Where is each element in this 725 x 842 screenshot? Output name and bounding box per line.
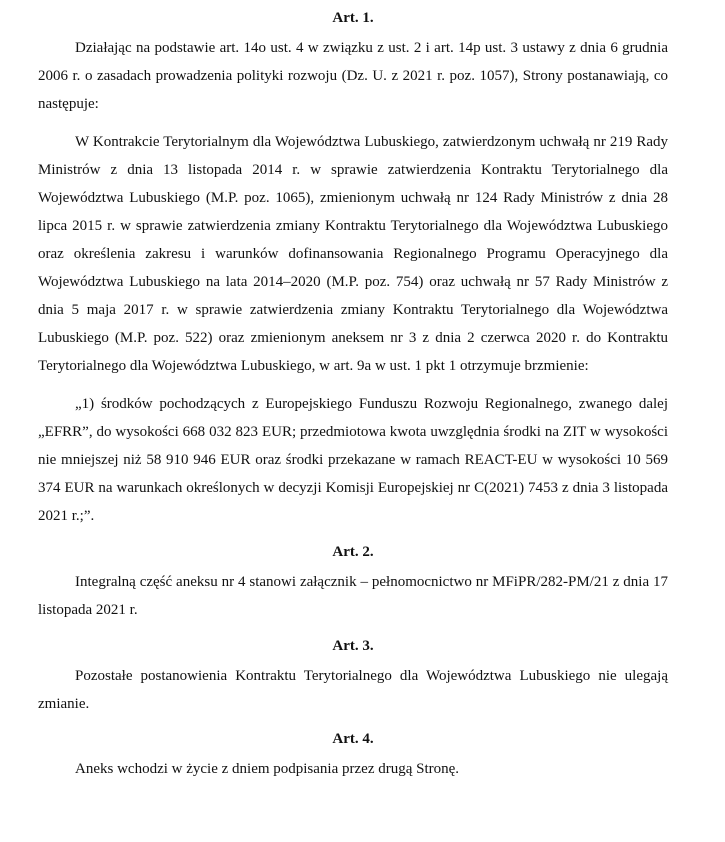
article-3-text: Pozostałe postanowienia Kontraktu Terytorialnego dla Województwa Lubuskiego nie ulegają zmianie. [38, 668, 668, 712]
article-1-body: W Kontrakcie Terytorialnym dla Województwa Lubuskiego, zatwierdzonym uchwałą nr 219 Rady Ministrów z dnia 13 listopada 2014 r. w sprawie zatwierdzenia Kontraktu Terytorialnego dla Województwa Lubuskiego (M.P. poz. 1065), zmienionym uchwałą nr 124 Rady Ministrów z dnia 28 lipca 2015 r. w sprawie zatwierdzenia zmiany Kontraktu Terytorialnego dla Województwa Lubuskiego oraz określenia zakresu i warunków dofinansowania Regionalnego Programu Operacyjnego dla Województwa Lubuskiego na lata 2014–2020 (M.P. poz. 754) oraz uchwałą nr 57 Rady Ministrów z dnia 5 maja 2017 r. w sprawie zatwierdzenia zmiany Kontraktu Terytorialnego dla Województwa Lubuskiego (M.P. poz. 522) oraz zmienionym aneksem nr 3 z dnia 2 czerwca 2020 r. do Kontraktu Terytorialnego dla Województwa Lubuskiego, w art. 9a w ust. 1 pkt 1 otrzymuje brzmienie: [38, 134, 668, 374]
article-1-quote: „1) środków pochodzących z Europejskiego Funduszu Rozwoju Regionalnego, zwanego dalej „EFRR”, do wysokości 668 032 823 EUR; przedmiotowa kwota uwzględnia środki na ZIT w wysokości nie mniejszej niż 58 910 946 EUR oraz środki przekazane w ramach REACT-EU w wysokości 10 569 374 EUR na warunkach określonych w decyzji Komisji Europejskiej nr C(2021) 7453 z dnia 3 listopada 2021 r.;”. [38, 396, 668, 524]
article-1-intro: Działając na podstawie art. 14o ust. 4 w związku z ust. 2 i art. 14p ust. 3 ustawy z dnia 6 grudnia 2006 r. o zasadach prowadzenia polityki rozwoju (Dz. U. z 2021 r. poz. 1057), Strony postanawiają, co następuje: [38, 40, 668, 112]
article-1-heading: Art. 1. [332, 10, 374, 26]
article-2-heading: Art. 2. [332, 544, 374, 560]
article-3-heading: Art. 3. [332, 638, 374, 654]
document-page [38, 0, 668, 783]
article-4-heading: Art. 4. [332, 731, 374, 747]
article-2-text: Integralną część aneksu nr 4 stanowi załącznik – pełnomocnictwo nr MFiPR/282-PM/21 z dnia 17 listopada 2021 r. [38, 574, 668, 618]
article-4-text: Aneks wchodzi w życie z dniem podpisania przez drugą Stronę. [75, 761, 460, 777]
